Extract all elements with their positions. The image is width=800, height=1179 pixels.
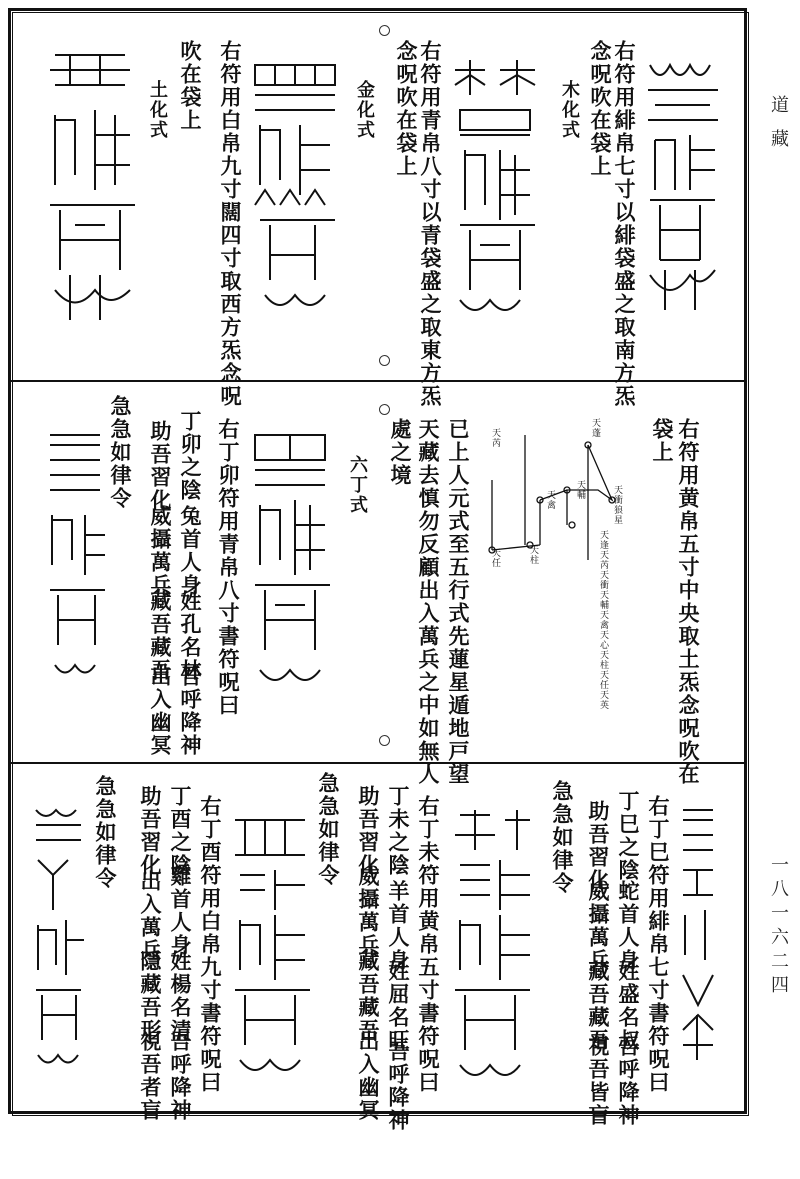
panel3-col7d: 出入幽冥 <box>356 1030 381 1122</box>
talisman-metal <box>245 55 345 325</box>
talisman-dingwei <box>445 805 540 1090</box>
binding-hole <box>379 404 390 415</box>
binding-hole <box>379 25 390 36</box>
panel2-col2: 袋上 <box>650 418 675 464</box>
panel3-col8: 急急如律令 <box>316 772 341 887</box>
panel1-col4: 右符用青帛八寸以青袋盛之取東方炁 <box>418 40 443 408</box>
star-label: 天蓬 <box>590 418 600 438</box>
panel1-heading-wood: 木化式 <box>559 80 580 140</box>
talisman-liuding-last <box>28 800 88 1085</box>
panel2-col8b: 兔首人身 <box>178 505 203 597</box>
panel3-col7c: 藏吾藏吾 <box>356 950 381 1042</box>
star-label: 天任 <box>490 548 500 568</box>
panel2-col9c: 藏吾藏吾 <box>148 590 173 682</box>
panel3-col6c: 姓屈名旺 <box>386 960 411 1052</box>
panel3-col3d: 視吾皆盲 <box>586 1035 611 1127</box>
talisman-dingmao <box>245 425 335 705</box>
panel3-col6d: 吾呼降神 <box>386 1040 411 1132</box>
talisman-wood <box>445 55 545 325</box>
panel1-col7: 右符用白帛九寸闊四寸取西方炁念呪 <box>218 40 243 408</box>
panel3-col2b: 蛇首人身 <box>616 880 641 972</box>
panel2-col9a: 助吾習化 <box>148 420 173 512</box>
panel3-col12: 急急如律令 <box>93 775 118 890</box>
panel3-col3a: 助吾習化 <box>586 800 611 892</box>
panel3-col3b: 威攝萬兵 <box>586 880 611 972</box>
talisman-dingsi <box>675 800 720 1090</box>
panel3-col3c: 藏吾藏吾 <box>586 960 611 1052</box>
panel1-col2: 念呪吹在袋上 <box>588 40 613 178</box>
panel3-col4: 急急如律令 <box>550 780 575 895</box>
panel3-col10b: 雞首人身 <box>168 865 193 957</box>
panel1-col1: 右符用緋帛七寸以緋袋盛之取南方炁 <box>612 40 637 408</box>
talisman-fire <box>640 55 725 315</box>
talisman-dingyou <box>225 810 315 1080</box>
panel2-col8d: 吾呼降神 <box>178 665 203 757</box>
panel3-col10d: 吾呼降神 <box>168 1030 193 1122</box>
star-label: 天逢天芮天衝天輔天禽天心天柱天任天英 <box>598 530 608 710</box>
star-label: 天輔 <box>575 480 585 500</box>
panel1-col5: 念呪吹在袋上 <box>394 40 419 178</box>
talisman-earth <box>40 45 145 335</box>
panel3-col11d: 視吾者盲 <box>138 1030 163 1122</box>
panel1-heading-earth: 土化式 <box>147 80 168 140</box>
panel2-col8a: 丁卯之陰 <box>178 410 203 502</box>
panel2-col4: 天藏去慎勿反顧出入萬兵之中如無人 <box>416 418 441 786</box>
panel2-heading-liuding: 六丁式 <box>347 455 368 515</box>
panel3-col2d: 吾呼降神 <box>616 1035 641 1127</box>
star-label: 天芮 <box>490 428 500 448</box>
panel3-col2a: 丁巳之陰 <box>616 790 641 882</box>
panel3-col6b: 羊首人身 <box>386 880 411 972</box>
binding-hole <box>379 735 390 746</box>
panel2-col1: 右符用黄帛五寸中央取土炁念呪吹在 <box>676 418 701 786</box>
panel2-col3: 已上人元式至五行式先蓮星遁地戸望 <box>446 418 471 786</box>
panel1-col8: 吹在袋上 <box>178 40 203 132</box>
panel3-col10c: 姓楊名清 <box>168 950 193 1042</box>
panel3-col11b: 出入萬兵 <box>138 870 163 962</box>
panel3-col5: 右丁未符用黄帛五寸書符呪曰 <box>416 795 441 1094</box>
star-label: 天衝狼星 <box>612 485 622 525</box>
page-number: 一八一六二四 <box>768 855 789 999</box>
panel1-heading-metal: 金化式 <box>354 80 375 140</box>
panel3-col7a: 助吾習化 <box>356 785 381 877</box>
panel3-col11c: 隱藏吾形 <box>138 950 163 1042</box>
panel3-col1: 右丁巳符用緋帛七寸書符呪曰 <box>646 795 671 1094</box>
panel-divider-bottom <box>11 762 747 764</box>
panel3-col11a: 助吾習化 <box>138 785 163 877</box>
panel3-col10a: 丁酉之陰 <box>168 785 193 877</box>
binding-hole <box>379 355 390 366</box>
panel2-col9b: 威攝萬兵 <box>148 505 173 597</box>
star-label: 天禽 <box>545 490 555 510</box>
panel2-col7: 右丁卯符用青帛八寸書符呪曰 <box>216 418 241 717</box>
panel3-col6a: 丁未之陰 <box>386 785 411 877</box>
panel2-col5: 處之境 <box>388 418 413 487</box>
talisman-liuding-2 <box>40 425 110 695</box>
panel3-col7b: 威攝萬兵 <box>356 865 381 957</box>
panel3-col9: 右丁酉符用白帛九寸書符呪曰 <box>198 795 223 1094</box>
panel2-col10: 急急如律令 <box>108 395 133 510</box>
panel2-col9d: 出入幽冥 <box>148 665 173 757</box>
panel2-col8c: 姓孔名林 <box>178 590 203 682</box>
scripture-title: 道藏 <box>768 95 789 163</box>
star-label: 天柱 <box>528 545 538 565</box>
panel3-col2c: 姓盛名叔 <box>616 960 641 1052</box>
